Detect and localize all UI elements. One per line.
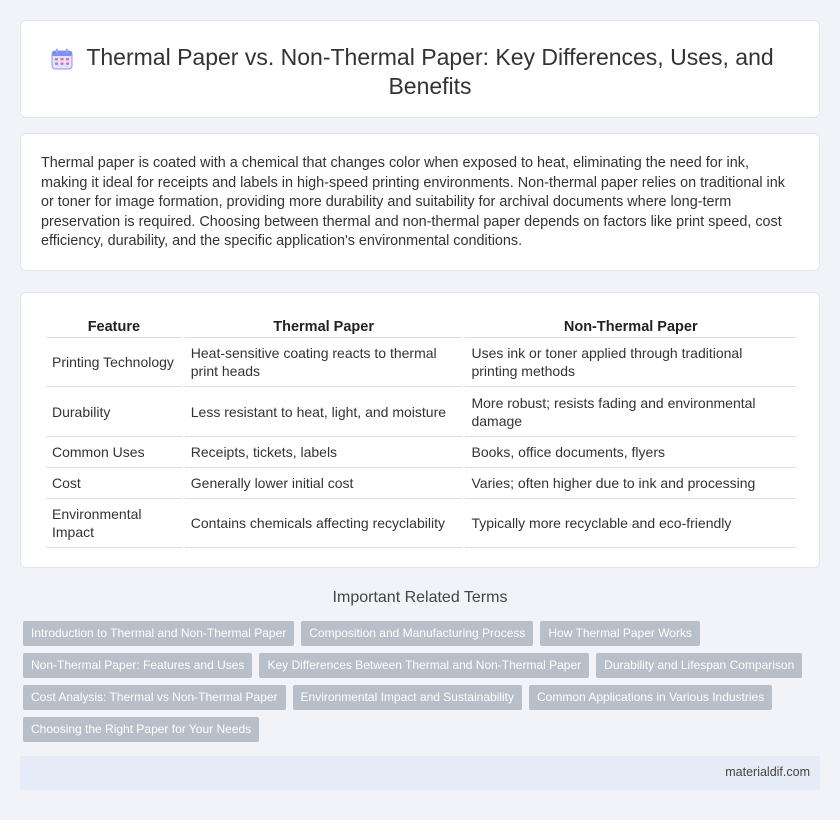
table-row	[46, 468, 796, 499]
footer	[20, 756, 820, 790]
header-card	[20, 20, 820, 118]
related-terms-title: Important Related Terms	[332, 589, 508, 606]
page-title: Thermal Paper vs. Non-Thermal Paper: Key Differences, Uses, and Benefits	[86, 44, 774, 99]
related-term-tag[interactable]: Composition and Manufacturing Process	[301, 621, 533, 646]
intro-paragraph: Thermal paper is coated with a chemical that changes color when exposed to heat, eliminating the need for ink, making it ideal for receipts and labels in high-speed printing environments. Non-thermal paper relies on traditional ink or toner for image formation, providing more durability and suitability for archival documents where long-term preservation is required. Choosing between thermal and non-thermal paper depends on factors like print speed, cost efficiency, durability, and the specific application's environmental conditions.	[41, 155, 785, 250]
related-term-tag[interactable]: Durability and Lifespan Comparison	[596, 653, 802, 678]
column-header-thermal: Thermal Paper	[185, 315, 463, 338]
table-cell: Less resistant to heat, light, and moisture	[185, 387, 463, 437]
table-cell: Heat-sensitive coating reacts to thermal print heads	[185, 338, 463, 387]
related-terms-list	[23, 621, 823, 749]
table-cell: Contains chemicals affecting recyclability	[185, 499, 463, 548]
table-row	[46, 499, 796, 548]
table-cell: Varies; often higher due to ink and processing	[465, 468, 796, 499]
table-cell: Typically more recyclable and eco-friendly	[465, 499, 796, 548]
table-cell: Common Uses	[46, 437, 182, 468]
table-header-row	[46, 315, 796, 338]
related-term-tag[interactable]: Cost Analysis: Thermal vs Non-Thermal Paper	[23, 685, 286, 710]
related-term-tag[interactable]: Key Differences Between Thermal and Non-Thermal Paper	[259, 653, 589, 678]
table-cell: Environmental Impact	[46, 499, 182, 548]
intro-card	[20, 133, 820, 271]
column-header-non-thermal: Non-Thermal Paper	[465, 315, 796, 338]
table-cell: Generally lower initial cost	[185, 468, 463, 499]
table-cell: Uses ink or toner applied through traditional printing methods	[465, 338, 796, 387]
table-cell: More robust; resists fading and environmental damage	[465, 387, 796, 437]
comparison-table	[43, 315, 799, 548]
table-cell: Books, office documents, flyers	[465, 437, 796, 468]
related-term-tag[interactable]: Choosing the Right Paper for Your Needs	[23, 717, 259, 742]
related-term-tag[interactable]: Common Applications in Various Industries	[529, 685, 772, 710]
related-term-tag[interactable]: Introduction to Thermal and Non-Thermal Paper	[23, 621, 294, 646]
table-row	[46, 387, 796, 437]
table-cell: Durability	[46, 387, 182, 437]
column-header-feature: Feature	[46, 315, 182, 338]
table-cell: Cost	[46, 468, 182, 499]
table-cell: Printing Technology	[46, 338, 182, 387]
table-row	[46, 437, 796, 468]
comparison-table-card	[20, 292, 820, 568]
related-term-tag[interactable]: Environmental Impact and Sustainability	[293, 685, 522, 710]
table-cell: Receipts, tickets, labels	[185, 437, 463, 468]
table-row	[46, 338, 796, 387]
related-term-tag[interactable]: Non-Thermal Paper: Features and Uses	[23, 653, 252, 678]
related-term-tag[interactable]: How Thermal Paper Works	[540, 621, 700, 646]
footer-site-link[interactable]: materialdif.com	[725, 765, 810, 779]
